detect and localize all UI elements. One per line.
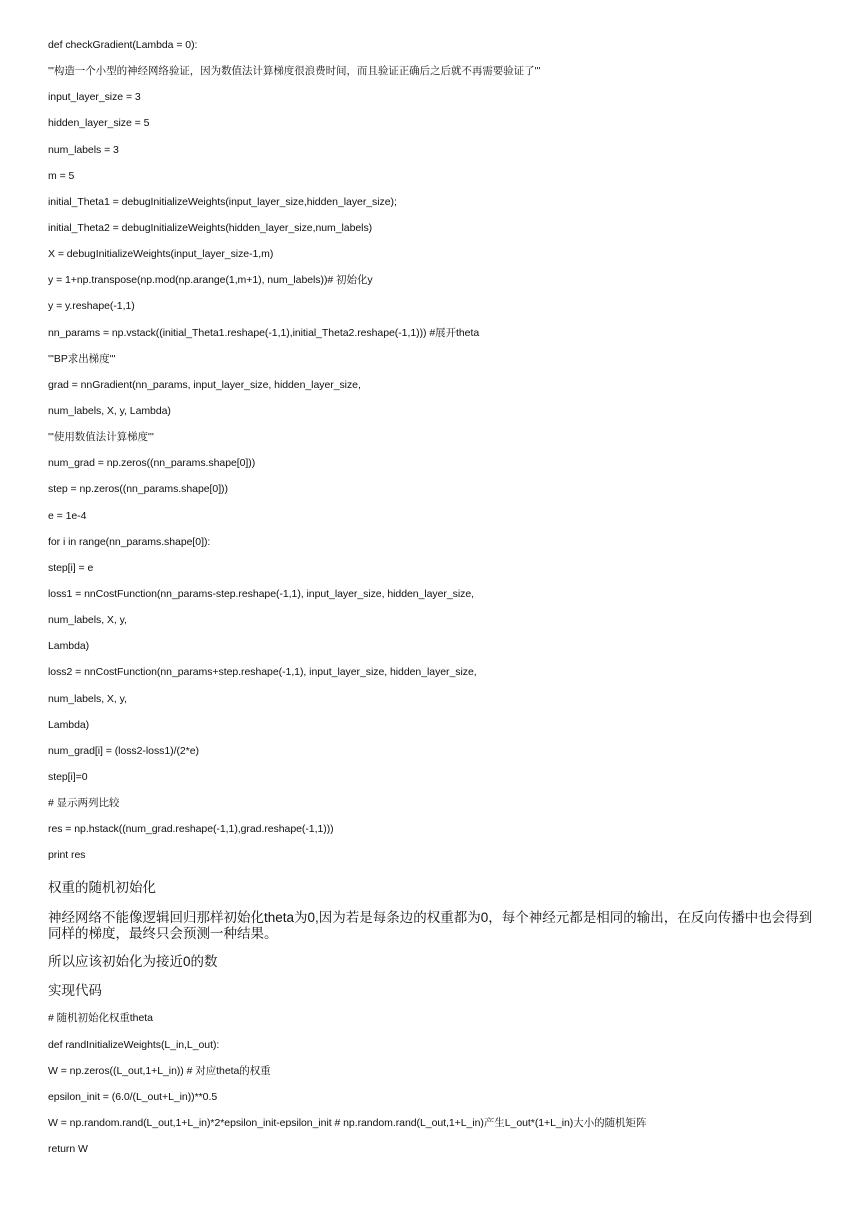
code-line: y = 1+np.transpose(np.mod(np.arange(1,m+1), num_labels))# 初始化y: [48, 274, 373, 287]
paragraph-explanation: 神经网络不能像逻辑回归那样初始化theta为0,因为若是每条边的权重都为0，每个神经元都是相同的输出，在反向传播中也会得到同样的梯度，最终只会预测一种结果。: [48, 910, 813, 942]
code-line: initial_Theta1 = debugInitializeWeights(input_layer_size,hidden_layer_size);: [48, 195, 397, 208]
code-line: '''BP求出梯度''': [48, 352, 116, 365]
code-line: '''构造一个小型的神经网络验证，因为数值法计算梯度很浪费时间，而且验证正确后之后就不再需要验证了''': [48, 65, 541, 78]
section-heading-implementation: 实现代码: [48, 983, 102, 999]
code-line: loss1 = nnCostFunction(nn_params-step.reshape(-1,1), input_layer_size, hidden_layer_size,: [48, 587, 474, 600]
paragraph-conclusion: 所以应该初始化为接近0的数: [48, 954, 218, 970]
code-line: num_labels, X, y,: [48, 614, 127, 627]
code-line: Lambda): [48, 640, 90, 653]
section-heading-weight-init: 权重的随机初始化: [48, 880, 156, 896]
code-line: loss2 = nnCostFunction(nn_params+step.reshape(-1,1), input_layer_size, hidden_layer_size,: [48, 666, 477, 679]
code-line: for i in range(nn_params.shape[0]):: [48, 535, 211, 548]
code-line: return W: [48, 1143, 88, 1156]
code-line: e = 1e-4: [48, 509, 87, 522]
code-line: '''使用数值法计算梯度''': [48, 431, 154, 444]
document-page: [48, 39, 828, 1169]
code-line: epsilon_init = (6.0/(L_out+L_in))**0.5: [48, 1090, 218, 1103]
code-line: y = y.reshape(-1,1): [48, 300, 135, 313]
code-line: num_labels, X, y, Lambda): [48, 404, 171, 417]
code-line: step = np.zeros((nn_params.shape[0])): [48, 483, 228, 496]
code-line: def checkGradient(Lambda = 0):: [48, 39, 198, 51]
code-line: def randInitializeWeights(L_in,L_out):: [48, 1038, 220, 1051]
code-line: num_labels, X, y,: [48, 692, 127, 705]
code-line: step[i] = e: [48, 561, 94, 574]
code-line: num_grad = np.zeros((nn_params.shape[0])): [48, 457, 256, 470]
code-line: Lambda): [48, 718, 90, 731]
code-block-check-gradient: [48, 39, 828, 862]
code-line: num_grad[i] = (loss2-loss1)/(2*e): [48, 744, 199, 757]
code-line: print res: [48, 849, 86, 862]
code-line: initial_Theta2 = debugInitializeWeights(hidden_layer_size,num_labels): [48, 221, 373, 234]
code-line: num_labels = 3: [48, 143, 119, 156]
code-line: grad = nnGradient(nn_params, input_layer_size, hidden_layer_size,: [48, 378, 361, 391]
code-line: X = debugInitializeWeights(input_layer_size-1,m): [48, 248, 274, 261]
code-line: W = np.random.rand(L_out,1+L_in)*2*epsilon_init-epsilon_init # np.random.rand(L_out,1+L_in)产生L_out*(1+L_in)大小的随机矩阵: [48, 1117, 647, 1130]
code-line: input_layer_size = 3: [48, 91, 141, 104]
code-line: # 显示两列比较: [48, 797, 120, 810]
code-line: nn_params = np.vstack((initial_Theta1.reshape(-1,1),initial_Theta2.reshape(-1,1))) #展开theta: [48, 326, 480, 339]
code-line: W = np.zeros((L_out,1+L_in)) # 对应theta的权重: [48, 1064, 271, 1077]
code-line: m = 5: [48, 169, 75, 182]
code-block-rand-initialize: [48, 1012, 828, 1156]
code-line: step[i]=0: [48, 770, 88, 783]
code-line: hidden_layer_size = 5: [48, 117, 150, 130]
code-line: # 随机初始化权重theta: [48, 1012, 153, 1025]
code-line: res = np.hstack((num_grad.reshape(-1,1),grad.reshape(-1,1))): [48, 823, 334, 836]
